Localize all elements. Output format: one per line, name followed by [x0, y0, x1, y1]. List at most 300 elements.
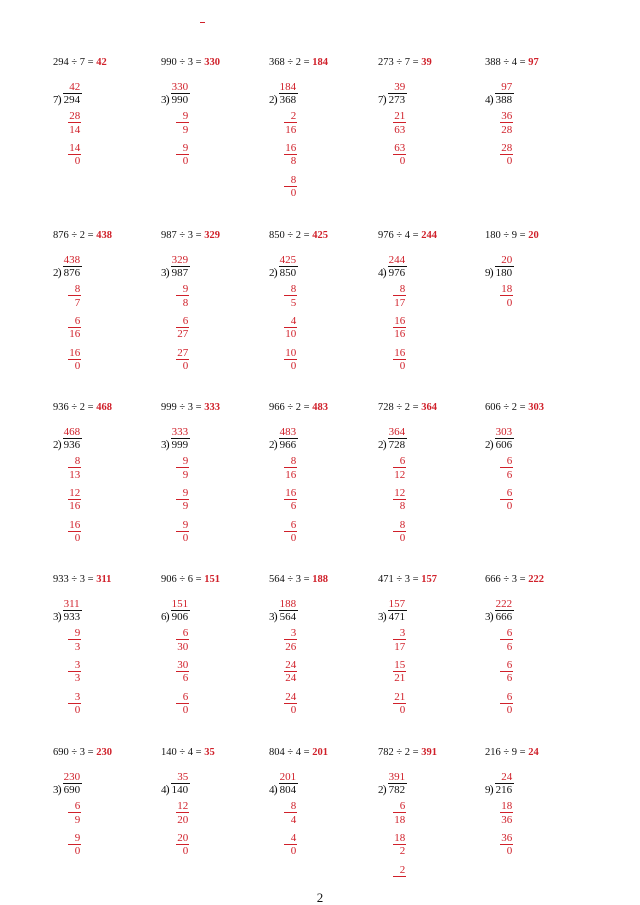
dividend-digits: 966 [279, 439, 297, 451]
divisor-digit: 2 [53, 439, 59, 451]
divisor: 4 [295, 747, 302, 758]
division-bracket: ) [382, 437, 387, 451]
subtracted-value: 63 [394, 141, 406, 154]
division-bracket: ) [489, 437, 494, 451]
division-bracket: ) [273, 92, 278, 106]
dividend: 782 [378, 747, 394, 758]
divide-sign: ÷ [68, 574, 80, 585]
division-bracket: ) [57, 609, 62, 623]
quotient-answer: 329 [204, 230, 220, 241]
quotient-answer: 425 [312, 230, 328, 241]
equation-header [378, 230, 437, 242]
subtracted-value: 16 [285, 486, 297, 499]
divide-sign: ÷ [500, 574, 512, 585]
dividend: 388 [485, 57, 501, 68]
remainder-value: 0 [182, 845, 189, 858]
subtracted-value: 9 [182, 141, 189, 154]
divisor-digit: 3 [485, 611, 491, 623]
quotient-answer: 468 [96, 402, 112, 413]
dividend: 976 [378, 230, 394, 241]
dividend-digits: 388 [495, 94, 513, 106]
quotient: 303 [495, 426, 513, 438]
divisor-digit: 9 [485, 784, 491, 796]
equals-sign: = [85, 57, 97, 68]
quotient: 333 [171, 426, 189, 438]
dividend-digits: 728 [388, 439, 406, 451]
divide-sign: ÷ [393, 402, 405, 413]
subtracted-value: 8 [399, 518, 406, 531]
remainder-value: 9 [182, 500, 189, 513]
subtracted-value: 4 [290, 831, 297, 844]
equals-sign: = [517, 402, 529, 413]
dividend: 606 [485, 402, 501, 413]
subtracted-value: 12 [177, 800, 189, 813]
remainder-value: 0 [399, 155, 406, 168]
subtracted-value: 2 [290, 110, 297, 123]
remainder-value: 0 [74, 845, 81, 858]
divisor: 3 [79, 747, 86, 758]
equals-sign: = [517, 574, 529, 585]
equals-sign: = [193, 230, 205, 241]
quotient: 39 [394, 81, 406, 93]
division-bracket: ) [382, 265, 387, 279]
remainder-value: 30 [177, 640, 189, 653]
equation-header [53, 57, 107, 69]
remainder-value: 26 [285, 640, 297, 653]
divisor: 7 [79, 57, 86, 68]
remainder-value: 3 [74, 640, 81, 653]
equals-sign: = [85, 574, 97, 585]
dividend: 876 [53, 230, 69, 241]
subtracted-value: 36 [501, 110, 513, 123]
subtracted-value: 8 [290, 173, 297, 186]
quotient: 468 [63, 426, 81, 438]
dividend-digits: 906 [171, 611, 189, 623]
remainder-value: 9 [182, 468, 189, 481]
dividend: 728 [378, 402, 394, 413]
subtracted-value: 9 [182, 110, 189, 123]
divide-sign: ÷ [176, 574, 188, 585]
equals-sign: = [410, 574, 422, 585]
quotient: 184 [279, 81, 297, 93]
division-bracket: ) [382, 92, 387, 106]
dividend: 471 [378, 574, 394, 585]
divisor-digit: 2 [269, 94, 275, 106]
division-bracket: ) [165, 609, 170, 623]
dividend: 690 [53, 747, 69, 758]
remainder-value: 6 [506, 640, 513, 653]
subtracted-value: 10 [285, 346, 297, 359]
divisor-digit: 3 [161, 267, 167, 279]
quotient: 438 [63, 254, 81, 266]
dividend-digits: 471 [388, 611, 406, 623]
subtracted-value: 3 [74, 690, 81, 703]
remainder-value: 12 [394, 468, 406, 481]
dividend: 936 [53, 402, 69, 413]
subtracted-value: 16 [69, 346, 81, 359]
subtracted-value: 27 [177, 346, 189, 359]
equation-header [53, 230, 112, 242]
dividend-digits: 876 [63, 267, 81, 279]
subtracted-value: 16 [394, 314, 406, 327]
subtracted-value: 8 [74, 283, 81, 296]
subtracted-value: 6 [506, 486, 513, 499]
divide-sign: ÷ [68, 747, 80, 758]
dividend-digits: 368 [279, 94, 297, 106]
subtracted-value: 12 [394, 486, 406, 499]
divide-sign: ÷ [500, 230, 512, 241]
remainder-value: 5 [290, 296, 297, 309]
dividend-digits: 936 [63, 439, 81, 451]
subtraction-line [393, 876, 406, 877]
divide-sign: ÷ [393, 230, 405, 241]
subtracted-value: 8 [74, 455, 81, 468]
dividend-digits: 782 [388, 784, 406, 796]
equals-sign: = [193, 57, 205, 68]
divide-sign: ÷ [176, 747, 188, 758]
remainder-value: 0 [290, 359, 297, 372]
remainder-value: 63 [394, 123, 406, 136]
dividend: 216 [485, 747, 501, 758]
divisor: 2 [295, 57, 302, 68]
equation-header [378, 747, 437, 759]
divisor: 2 [295, 402, 302, 413]
quotient: 201 [279, 771, 297, 783]
quotient: 244 [388, 254, 406, 266]
quotient-answer: 244 [421, 230, 437, 241]
divisor-digit: 2 [269, 439, 275, 451]
subtracted-value: 6 [74, 800, 81, 813]
dividend-digits: 180 [495, 267, 513, 279]
quotient-answer: 364 [421, 402, 437, 413]
divisor: 7 [404, 57, 411, 68]
equation-header [161, 230, 220, 242]
equals-sign: = [410, 747, 422, 758]
dividend: 368 [269, 57, 285, 68]
divisor: 3 [404, 574, 411, 585]
remainder-value: 16 [69, 328, 81, 341]
subtracted-value: 6 [74, 314, 81, 327]
remainder-value: 8 [290, 155, 297, 168]
equals-sign: = [410, 230, 422, 241]
quotient: 391 [388, 771, 406, 783]
quotient: 20 [501, 254, 513, 266]
quotient: 329 [171, 254, 189, 266]
divide-sign: ÷ [500, 747, 512, 758]
divisor: 2 [404, 402, 411, 413]
subtracted-value: 6 [182, 690, 189, 703]
subtracted-value: 6 [290, 518, 297, 531]
divisor-digit: 2 [53, 267, 59, 279]
equals-sign: = [85, 747, 97, 758]
division-bracket: ) [165, 265, 170, 279]
remainder-value: 0 [290, 531, 297, 544]
equals-sign: = [410, 402, 422, 413]
divisor-digit: 9 [485, 267, 491, 279]
quotient-answer: 230 [96, 747, 112, 758]
remainder-value: 6 [506, 672, 513, 685]
quotient: 222 [495, 598, 513, 610]
equation-header [269, 574, 328, 586]
remainder-value: 27 [177, 328, 189, 341]
divide-sign: ÷ [176, 57, 188, 68]
division-bracket: ) [165, 437, 170, 451]
equals-sign: = [85, 230, 97, 241]
divisor: 3 [187, 402, 194, 413]
divisor: 3 [511, 574, 518, 585]
remainder-value: 20 [177, 813, 189, 826]
subtracted-value: 3 [399, 627, 406, 640]
subtracted-value: 21 [394, 690, 406, 703]
remainder-value: 0 [399, 703, 406, 716]
subtracted-value: 16 [69, 518, 81, 531]
quotient-answer: 330 [204, 57, 220, 68]
equation-header [485, 747, 539, 759]
subtracted-value: 8 [290, 800, 297, 813]
remainder-value: 28 [501, 123, 513, 136]
equation-header [269, 747, 328, 759]
divide-sign: ÷ [393, 747, 405, 758]
divisor-digit: 4 [485, 94, 491, 106]
divisor-digit: 2 [269, 267, 275, 279]
quotient-answer: 157 [421, 574, 437, 585]
division-bracket: ) [57, 782, 62, 796]
divide-sign: ÷ [500, 402, 512, 413]
divisor: 2 [79, 402, 86, 413]
divisor: 3 [187, 230, 194, 241]
subtracted-value: 2 [399, 863, 406, 876]
dividend: 850 [269, 230, 285, 241]
subtracted-value: 18 [394, 831, 406, 844]
divisor-digit: 3 [378, 611, 384, 623]
remainder-value: 16 [69, 500, 81, 513]
subtracted-value: 16 [285, 141, 297, 154]
division-bracket: ) [489, 609, 494, 623]
division-bracket: ) [57, 265, 62, 279]
quotient-answer: 303 [528, 402, 544, 413]
divisor-digit: 6 [161, 611, 167, 623]
quotient: 97 [501, 81, 513, 93]
dividend-digits: 564 [279, 611, 297, 623]
division-bracket: ) [57, 92, 62, 106]
dividend: 999 [161, 402, 177, 413]
division-bracket: ) [489, 265, 494, 279]
division-bracket: ) [57, 437, 62, 451]
quotient: 364 [388, 426, 406, 438]
subtracted-value: 36 [501, 831, 513, 844]
quotient-answer: 438 [96, 230, 112, 241]
remainder-value: 18 [394, 813, 406, 826]
remainder-value: 16 [285, 468, 297, 481]
equals-sign: = [517, 230, 529, 241]
dividend-digits: 987 [171, 267, 189, 279]
remainder-value: 13 [69, 468, 81, 481]
divisor: 3 [295, 574, 302, 585]
divide-sign: ÷ [284, 402, 296, 413]
dividend: 906 [161, 574, 177, 585]
equation-header [161, 402, 220, 414]
remainder-value: 0 [74, 703, 81, 716]
remainder-value: 0 [506, 296, 513, 309]
remainder-value: 0 [182, 531, 189, 544]
subtracted-value: 9 [182, 455, 189, 468]
quotient-answer: 39 [421, 57, 432, 68]
divisor: 9 [511, 747, 518, 758]
subtracted-value: 20 [177, 831, 189, 844]
divisor-digit: 4 [378, 267, 384, 279]
equation-header [485, 402, 544, 414]
divisor: 3 [187, 57, 194, 68]
dividend-digits: 804 [279, 784, 297, 796]
remainder-value: 0 [506, 500, 513, 513]
subtracted-value: 9 [182, 486, 189, 499]
divisor: 4 [187, 747, 194, 758]
subtracted-value: 14 [69, 141, 81, 154]
divisor: 2 [511, 402, 518, 413]
divide-sign: ÷ [176, 402, 188, 413]
dividend: 987 [161, 230, 177, 241]
remainder-value: 0 [290, 186, 297, 199]
subtracted-value: 21 [394, 110, 406, 123]
divisor: 4 [511, 57, 518, 68]
dividend: 273 [378, 57, 394, 68]
subtracted-value: 18 [501, 283, 513, 296]
subtracted-value: 6 [182, 314, 189, 327]
divisor-digit: 3 [269, 611, 275, 623]
remainder-value: 17 [394, 640, 406, 653]
division-bracket: ) [165, 782, 170, 796]
quotient-answer: 151 [204, 574, 220, 585]
quotient-answer: 201 [312, 747, 328, 758]
dividend: 804 [269, 747, 285, 758]
equals-sign: = [193, 747, 205, 758]
remainder-value: 9 [182, 123, 189, 136]
top-mark [200, 22, 205, 23]
dividend-digits: 294 [63, 94, 81, 106]
page-number: 2 [316, 890, 324, 905]
divisor-digit: 2 [378, 784, 384, 796]
subtracted-value: 12 [69, 486, 81, 499]
subtracted-value: 15 [394, 658, 406, 671]
quotient: 483 [279, 426, 297, 438]
dividend: 933 [53, 574, 69, 585]
equation-header [485, 574, 544, 586]
remainder-value: 4 [290, 813, 297, 826]
remainder-value: 0 [74, 359, 81, 372]
quotient-answer: 188 [312, 574, 328, 585]
dividend: 564 [269, 574, 285, 585]
division-bracket: ) [273, 265, 278, 279]
equals-sign: = [85, 402, 97, 413]
quotient: 24 [501, 771, 513, 783]
equation-header [269, 402, 328, 414]
quotient-answer: 20 [528, 230, 539, 241]
divisor: 2 [295, 230, 302, 241]
remainder-value: 36 [501, 813, 513, 826]
quotient: 188 [279, 598, 297, 610]
divide-sign: ÷ [284, 747, 296, 758]
subtracted-value: 16 [394, 346, 406, 359]
remainder-value: 0 [182, 703, 189, 716]
divisor-digit: 2 [378, 439, 384, 451]
remainder-value: 3 [74, 672, 81, 685]
remainder-value: 0 [399, 531, 406, 544]
quotient: 157 [388, 598, 406, 610]
divide-sign: ÷ [284, 574, 296, 585]
subtracted-value: 28 [501, 141, 513, 154]
subtracted-value: 9 [182, 518, 189, 531]
subtracted-value: 6 [399, 455, 406, 468]
divisor-digit: 3 [161, 439, 167, 451]
remainder-value: 2 [399, 845, 406, 858]
remainder-value: 0 [399, 359, 406, 372]
equals-sign: = [301, 747, 313, 758]
subtracted-value: 6 [506, 627, 513, 640]
equation-header [485, 57, 539, 69]
subtracted-value: 6 [506, 658, 513, 671]
quotient: 425 [279, 254, 297, 266]
division-bracket: ) [382, 782, 387, 796]
equals-sign: = [193, 402, 205, 413]
quotient-answer: 35 [204, 747, 215, 758]
remainder-value: 0 [506, 845, 513, 858]
remainder-value: 0 [74, 155, 81, 168]
remainder-value: 0 [506, 703, 513, 716]
equals-sign: = [301, 230, 313, 241]
divisor-digit: 2 [485, 439, 491, 451]
subtracted-value: 8 [290, 455, 297, 468]
divisor: 9 [511, 230, 518, 241]
subtracted-value: 9 [74, 831, 81, 844]
quotient: 230 [63, 771, 81, 783]
quotient: 311 [63, 598, 80, 610]
equation-header [161, 574, 220, 586]
division-bracket: ) [382, 609, 387, 623]
dividend-digits: 140 [171, 784, 189, 796]
divisor: 2 [404, 747, 411, 758]
dividend-digits: 690 [63, 784, 81, 796]
division-bracket: ) [273, 437, 278, 451]
equation-header [269, 230, 328, 242]
remainder-value: 17 [394, 296, 406, 309]
division-bracket: ) [489, 782, 494, 796]
dividend-digits: 976 [388, 267, 406, 279]
equals-sign: = [301, 57, 313, 68]
equals-sign: = [301, 402, 313, 413]
quotient: 42 [69, 81, 81, 93]
dividend-digits: 933 [63, 611, 81, 623]
divisor-digit: 4 [269, 784, 275, 796]
quotient-answer: 97 [528, 57, 539, 68]
divisor-digit: 4 [161, 784, 167, 796]
remainder-value: 0 [290, 703, 297, 716]
dividend-digits: 666 [495, 611, 513, 623]
equation-header [53, 747, 112, 759]
subtracted-value: 3 [290, 627, 297, 640]
quotient-answer: 222 [528, 574, 544, 585]
divide-sign: ÷ [284, 57, 296, 68]
remainder-value: 0 [182, 359, 189, 372]
remainder-value: 21 [394, 672, 406, 685]
subtracted-value: 3 [74, 658, 81, 671]
subtracted-value: 8 [399, 283, 406, 296]
equals-sign: = [193, 574, 205, 585]
divide-sign: ÷ [68, 402, 80, 413]
divide-sign: ÷ [176, 230, 188, 241]
quotient-answer: 333 [204, 402, 220, 413]
equation-header [53, 402, 112, 414]
dividend: 180 [485, 230, 501, 241]
